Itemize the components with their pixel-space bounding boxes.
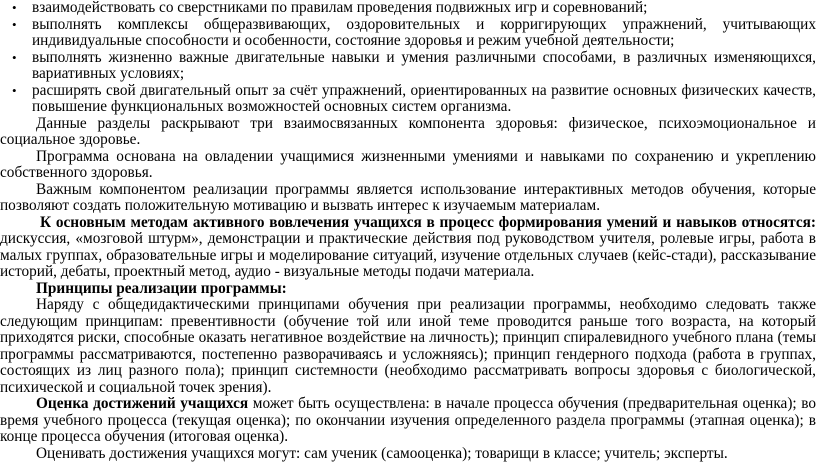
bullet-dot-icon: • <box>12 82 17 98</box>
bullet-item: • выполнять жизненно важные двигательные навыки и умения различными способами, в различных изменяющихся, вариативных условиях; <box>12 48 816 82</box>
bullet-item: • взаимодействовать со сверстниками по правилам проведения подвижных игр и соревнований; <box>12 0 648 16</box>
active-methods-heading: К основным методам активного вовлечения учащихся в процесс формирования умений и навыков относятся: <box>40 213 816 231</box>
paragraph-principles: Наряду с общедидактическими принципами обучения при реализации программы, необходимо следовать также следующим принципам: превентивности (обучение той или иной теме проводится раньше того возраста, на который приходятся риски, способные оказать негативное воздействие на личность); принцип спиралевидного учебного плана (темы программы рассматриваются, постепенно разворачиваясь и усложняясь); принцип гендерного подхода (работа в группах, состоящих из лиц разного пола); принцип системности (необходимо рассматривать вопросы здоровья с биологической, психической и социальной точек зрения). <box>0 296 816 396</box>
bullet-item: • выполнять комплексы общеразвивающих, оздоровительных и корригирующих упражнений, учитывающих индивидуальные способности и особенности, состояние здоровья и режим учебной деятельности; <box>12 15 816 49</box>
bullet-dot-icon: • <box>12 16 17 32</box>
paragraph-active-methods: К основным методам активного вовлечения учащихся в процесс формирования умений и навыков относятся: дискуссия, «мозговой штурм», демонстрации и практические действия под руководством учителя, ролевые игры, работа в малых группах, образовательные игры и моделирование ситуаций, изучение отдельных случаев (кейс-стади), рассказывание историй, дебаты, проектный метод, аудио - визуальные методы подачи материала. <box>0 213 816 280</box>
bullet-dot-icon: • <box>12 49 17 65</box>
skills-bullet-list <box>0 0 816 116</box>
paragraph-program-basis: Программа основана на овладении учащимися жизненными умениями и навыками по сохранению и укреплению собственного здоровья. <box>0 147 816 181</box>
principles-heading: Принципы реализации программы: <box>36 279 287 297</box>
bullet-dot-icon: • <box>12 0 17 15</box>
assessment-heading: Оценка достижений учащихся <box>36 395 249 412</box>
paragraph-interactive-methods: Важным компонентом реализации программы является использование интерактивных методов обучения, которые позволяют создать положительную мотивацию и вызвать интерес к изучаемым материалам. <box>0 180 816 214</box>
paragraph-health-components: Данные разделы раскрывают три взаимосвязанных компонента здоровья: физическое, психоэмоциональное и социальное здоровье. <box>0 114 816 148</box>
paragraph-assessment: Оценка достижений учащихся может быть осуществлена: в начале процесса обучения (предварительная оценка); во время учебного процесса (текущая оценка); по окончании изучения определенного раздела программы (этапная оценка); в конце процесса обучения (итоговая оценка). <box>0 395 816 445</box>
bullet-item: • расширять свой двигательный опыт за счёт упражнений, ориентированных на развитие основных физических качеств, повышение функциональных возможностей основных систем организма. <box>12 81 816 115</box>
paragraph-evaluators: Оценивать достижения учащихся могут: сам ученик (самооценка); товарищи в классе; учитель; эксперты. <box>36 444 728 462</box>
